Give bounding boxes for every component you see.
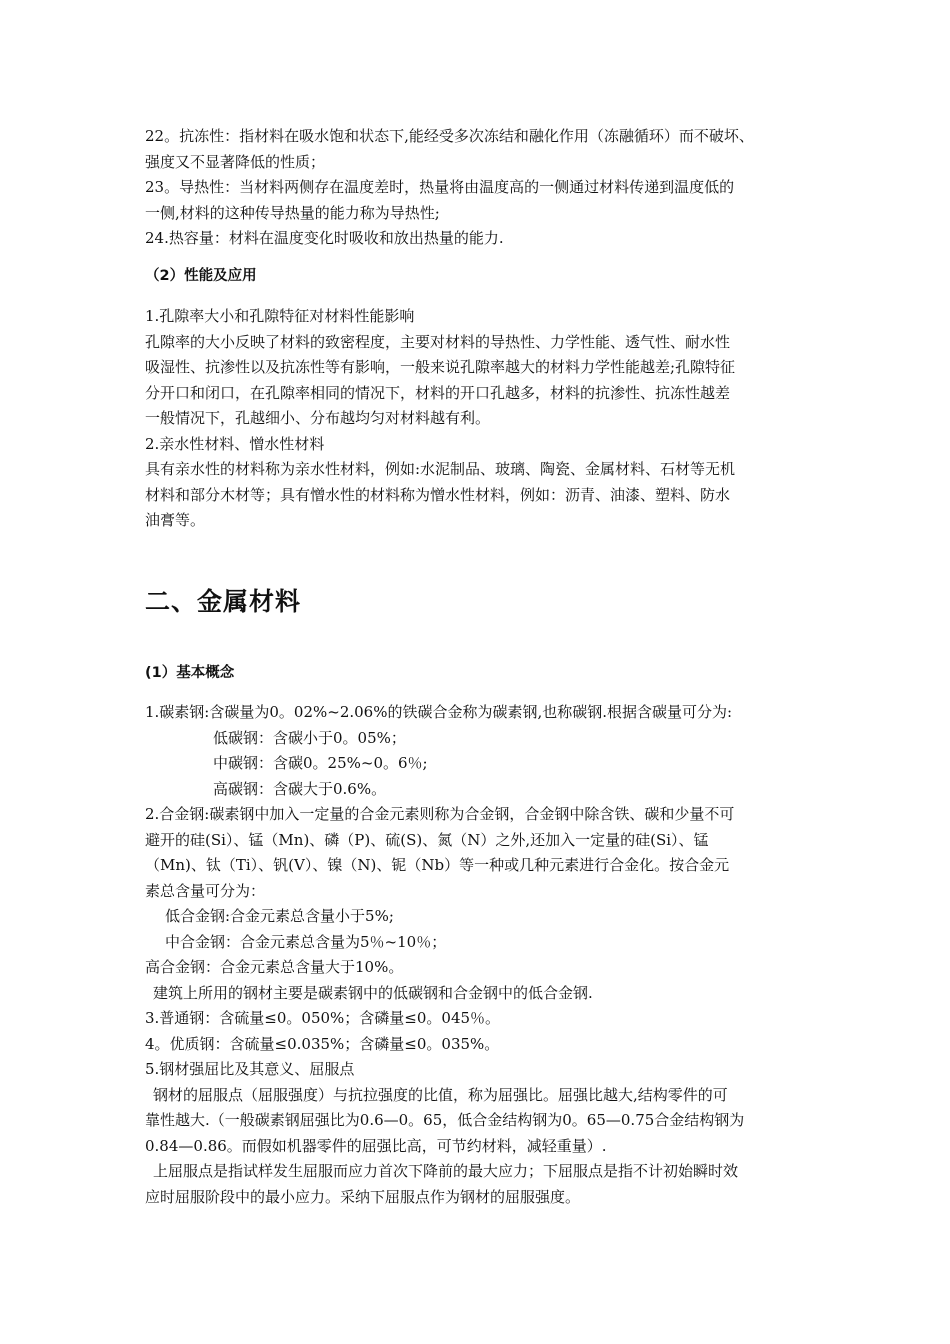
text-line: 低合金钢:合金元素总含量小于5%; bbox=[165, 907, 394, 925]
text-line: 一般情况下，孔越细小、分布越均匀对材料越有利。 bbox=[145, 409, 491, 427]
text-line: 高碳钢：含碳大于0.6%。 bbox=[213, 779, 387, 798]
subheading-performance: （2）性能及应用 bbox=[145, 268, 257, 284]
text-line: 强度又不显著降低的性质； bbox=[145, 152, 326, 171]
text-line: 上屈服点是指试样发生屈服而应力首次下降前的最大应力；下屈服点是指不计初始瞬时效 bbox=[153, 1162, 739, 1180]
text-line: 高合金钢：合金元素总含量大于10%。 bbox=[145, 958, 404, 976]
text-line: 24.热容量：材料在温度变化时吸收和放出热量的能力. bbox=[145, 229, 504, 247]
subheading-basic-concepts: (1）基本概念 bbox=[145, 665, 235, 681]
text-line: 一侧,材料的这种传导热量的能力称为导热性; bbox=[145, 203, 440, 222]
text-line: 钢材的屈服点（屈服强度）与抗拉强度的比值，称为屈强比。屈强比越大,结构零件的可 bbox=[153, 1085, 728, 1104]
text-line: 5.钢材强屈比及其意义、屈服点 bbox=[145, 1060, 355, 1078]
metal-materials-body bbox=[145, 700, 825, 1210]
text-line: 3.普通钢：含硫量≤0。050%；含磷量≤0。045％。 bbox=[145, 1009, 501, 1027]
text-line: 22。抗冻性：指材料在吸水饱和状态下,能经受多次冻结和融化作用（冻融循环）而不破坏、 bbox=[145, 127, 754, 145]
text-line: 避开的硅(Si）、锰（Mn)、磷（P)、硫(S)、氮（N）之外,还加入一定量的硅(Si）、锰 bbox=[145, 830, 709, 849]
text-line: 中合金钢：合金元素总含量为5％~10％； bbox=[165, 932, 447, 951]
text-line: 孔隙率的大小反映了材料的致密程度，主要对材料的导热性、力学性能、透气性、耐水性 bbox=[145, 332, 731, 351]
text-line: 23。导热性：当材料两侧存在温度差时，热量将由温度高的一侧通过材料传递到温度低的 bbox=[145, 178, 735, 196]
text-line: 分开口和闭口，在孔隙率相同的情况下，材料的开口孔越多，材料的抗渗性、抗冻性越差 bbox=[145, 383, 731, 402]
text-line: 2.合金钢:碳素钢中加入一定量的合金元素则称为合金钢，合金钢中除含铁、碳和少量不可 bbox=[145, 805, 735, 823]
performance-body bbox=[145, 304, 825, 534]
text-line: 靠性越大.（一般碳素钢屈强比为0.6—0。65，低合金结构钢为0。65—0.75合金结构钢为 bbox=[145, 1111, 745, 1129]
section-heading: 二、金属材料 bbox=[145, 587, 302, 616]
text-line: 1.碳素钢:含碳量为0。02%~2.06%的铁碳合金称为碳素钢,也称碳钢.根据含碳量可分为: bbox=[145, 703, 733, 721]
definitions-list bbox=[145, 124, 825, 252]
text-line: 吸湿性、抗渗性以及抗冻性等有影响，一般来说孔隙率越大的材料力学性能越差;孔隙特征 bbox=[145, 358, 736, 376]
text-line: 0.84—0.86。而假如机器零件的屈强比高，可节约材料，减轻重量）. bbox=[145, 1136, 607, 1155]
text-line: 材料和部分木材等；具有憎水性的材料称为憎水性材料，例如：沥青、油漆、塑料、防水 bbox=[145, 485, 731, 504]
text-line: 具有亲水性的材料称为亲水性材料，例如:水泥制品、玻璃、陶瓷、金属材料、石材等无机 bbox=[145, 460, 736, 478]
text-line: 1.孔隙率大小和孔隙特征对材料性能影响 bbox=[145, 307, 415, 325]
text-line: （Mn)、钛（Ti）、钒(V）、镍（N)、铌（Nb）等一种或几种元素进行合金化。按合金元 bbox=[145, 856, 730, 874]
text-line: 建筑上所用的钢材主要是碳素钢中的低碳钢和合金钢中的低合金钢. bbox=[153, 983, 593, 1002]
text-line: 4。优质钢：含硫量≤0.035%；含磷量≤0。035%。 bbox=[145, 1034, 500, 1053]
text-line: 低碳钢：含碳小于0。05%； bbox=[213, 728, 406, 747]
text-line: 应时屈服阶段中的最小应力。采纳下屈服点作为钢材的屈服强度。 bbox=[145, 1187, 581, 1206]
text-line: 油膏等。 bbox=[145, 511, 206, 529]
text-line: 2.亲水性材料、憎水性材料 bbox=[145, 434, 325, 453]
text-line: 中碳钢：含碳0。25%~0。6％; bbox=[213, 754, 428, 772]
text-line: 素总含量可分为： bbox=[145, 881, 266, 900]
